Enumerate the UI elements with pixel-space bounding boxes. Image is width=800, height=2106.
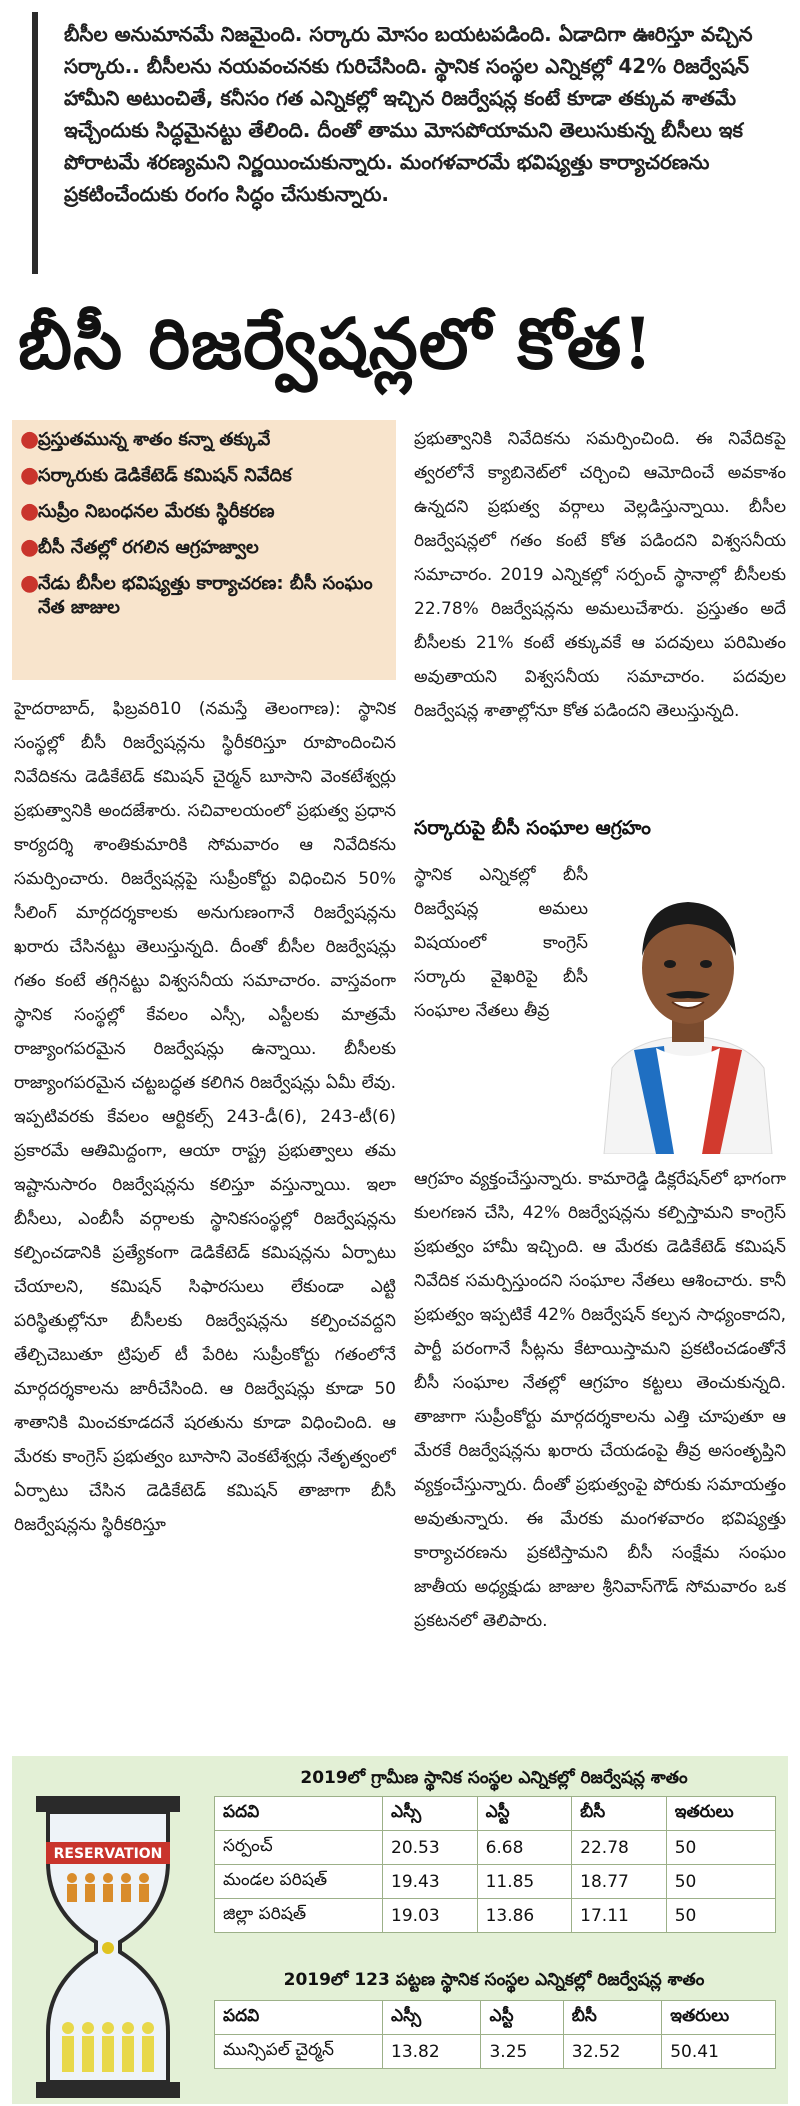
bullet-icon: ● [20, 571, 40, 596]
table-cell: 50 [666, 1831, 775, 1865]
table-cell: 50 [666, 1899, 775, 1933]
table-cell: 19.03 [383, 1899, 478, 1933]
table-cell: 3.25 [481, 2035, 563, 2069]
leader-photo [594, 868, 782, 1154]
highlight-item [20, 536, 388, 560]
urban-reservation-table [214, 2000, 776, 2069]
table-cell: మండల పరిషత్‌ [215, 1865, 383, 1899]
table-cell: జిల్లా పరిషత్‌ [215, 1899, 383, 1933]
table-cell: 19.43 [383, 1865, 478, 1899]
bullet-icon: ● [20, 463, 40, 488]
table-cell: 32.52 [563, 2035, 661, 2069]
highlights-box [12, 420, 396, 680]
highlight-text: నేడు బీసీల భవిష్యత్తు కార్యాచరణ: బీసీ సంఘం నేత జాజుల [38, 573, 373, 618]
table-header-cell: ఇతరులు [662, 2001, 776, 2035]
table-cell: మున్సిపల్‌ చైర్మన్‌ [215, 2035, 383, 2069]
table-cell: 20.53 [383, 1831, 478, 1865]
table-row [215, 1865, 776, 1899]
rural-reservation-table [214, 1796, 776, 1933]
table-cell: 13.82 [383, 2035, 481, 2069]
bullet-icon: ● [20, 499, 40, 524]
table-header-cell: పదవి [215, 1797, 383, 1831]
table-header-row [215, 1797, 776, 1831]
intro-paragraph: బీసీల అనుమానమే నిజమైంది. సర్కారు మోసం బయటపడింది. ఏడాదిగా ఊరిస్తూ వచ్చిన సర్కారు.. బీసీలను నయవంచనకు గురిచేసింది. స్థానిక సంస్థల ఎన్నికల్లో 42% రిజర్వేషన్‌ హామీని అటుంచితే, కనీసం గత ఎన్నికల్లో ఇచ్చిన రిజర్వేషన్ల కంటే కూడా తక్కువ శాతమే ఇచ్చేందుకు సిద్ధమైనట్టు తేలింది. దీంతో తాము మోసపోయామని తెలుసుకున్న బీసీలు ఇక పోరాటమే శరణ్యమని నిర్ణయించుకున్నారు. మంగళవారమే భవిష్యత్తు కార్యాచరణను ప్రకటించేందుకు రంగం సిద్ధం చేసుకున్నారు. [32, 12, 772, 274]
table1-title: 2019లో గ్రామీణ స్థానిక సంస్థల ఎన్నికల్లో రిజర్వేషన్ల శాతం [300, 1768, 688, 1788]
table-row [215, 1831, 776, 1865]
table-cell: 22.78 [572, 1831, 667, 1865]
article-body-right-top: ప్రభుత్వానికి నివేదికను సమర్పించింది. ఈ నివేదికపై త్వరలోనే క్యాబినెట్‌లో చర్చించి ఆమోదించే అవకాశం ఉన్నదని ప్రభుత్వ వర్గాలు వెల్లడిస్తున్నాయి. బీసీల రిజర్వేషన్లలో గతం కంటే కోత పడిందని విశ్వసనీయ సమాచారం. 2019 ఎన్నికల్లో సర్పంచ్‌ స్థానాల్లో బీసీలకు 22.78% రిజర్వేషన్లను అమలుచేశారు. ప్రస్తుతం అదే బీసీలకు 21% కంటే తక్కువకే ఆ పదవులు పరిమితం అవుతాయని విశ్వసనీయ సమాచారం. పదవుల రిజర్వేషన్ల శాతాల్లోనూ కోత పడిందని తెలుస్తున్నది. [414, 429, 786, 721]
table-cell: 50.41 [662, 2035, 776, 2069]
highlight-item [20, 500, 388, 524]
hourglass-graphic [28, 1792, 188, 2102]
table-row [215, 1899, 776, 1933]
table-cell: సర్పంచ్‌ [215, 1831, 383, 1865]
headline: బీసీ రిజర్వేషన్లలో కోత! [18, 302, 655, 385]
table-header-cell: బీసీ [563, 2001, 661, 2035]
table2-title: 2019లో 123 పట్టణ స్థానిక సంస్థల ఎన్నికల్లో రిజర్వేషన్ల శాతం [283, 1970, 705, 1990]
lock-icon [102, 1942, 114, 1954]
bullet-icon: ● [20, 427, 40, 452]
highlight-text: సుప్రీం నిబంధనల మేరకు స్థిరీకరణ [38, 501, 275, 522]
portrait-illustration [594, 868, 782, 1154]
subheading: సర్కారుపై బీసీ సంఘాల ఆగ్రహం [414, 817, 651, 839]
table-cell: 11.85 [477, 1865, 572, 1899]
table-header-cell: ఎస్టీ [481, 2001, 563, 2035]
highlight-text: బీసీ నేతల్లో రగలిన ఆగ్రహజ్వాల [38, 537, 259, 558]
highlight-item [20, 464, 388, 488]
table-cell: 18.77 [572, 1865, 667, 1899]
highlight-item [20, 572, 388, 620]
highlight-text: ప్రస్తుతమున్న శాతం కన్నా తక్కువే [38, 429, 271, 450]
bullet-icon: ● [20, 535, 40, 560]
highlight-text: సర్కారుకు డెడికేటెడ్‌ కమిషన్‌ నివేదిక [38, 465, 292, 486]
table-header-row [215, 2001, 776, 2035]
highlight-item [20, 428, 388, 452]
table-header-cell: ఎస్సీ [383, 1797, 478, 1831]
table-header-cell: పదవి [215, 2001, 383, 2035]
table-cell: 17.11 [572, 1899, 667, 1933]
table-cell: 50 [666, 1865, 775, 1899]
table-header-cell: బీసీ [572, 1797, 667, 1831]
reservation-label: RESERVATION [53, 1846, 163, 1862]
article-body-right-bottom: ఆగ్రహం వ్యక్తంచేస్తున్నారు. కామారెడ్డి డిక్లరేషన్‌లో భాగంగా కులగణన చేసి, 42% రిజర్వేషన్లను కల్పిస్తామని కాంగ్రెస్‌ ప్రభుత్వం హామీ ఇచ్చింది. ఆ మేరకు డెడికేటెడ్‌ కమిషన్‌ నివేదిక సమర్పిస్తుందని సంఘాల నేతలు ఆశించారు. కానీ ప్రభుత్వం ఇప్పటికే 42% రిజర్వేషన్‌ కల్పన సాధ్యంకాదని, పార్టీ పరంగానే సీట్లను కేటాయిస్తామని ప్రకటించడంతోనే బీసీ సంఘాల నేతల్లో ఆగ్రహం కట్టలు తెంచుకున్నది. తాజాగా సుప్రీంకోర్టు మార్గదర్శకాలను ఎత్తి చూపుతూ ఆ మేరకే రిజర్వేషన్లను ఖరారు చేయడంపై తీవ్ర అసంతృప్తిని వ్యక్తంచేస్తున్నారు. దీంతో ప్రభుత్వంపై పోరుకు సమాయత్తం అవుతున్నారు. ఈ మేరకు మంగళవారం భవిష్యత్తు కార్యాచరణను ప్రకటిస్తామని బీసీ సంక్షేమ సంఘం జాతీయ అధ్యక్షుడు జాజుల శ్రీనివాస్‌గౌడ్‌ సోమవారం ఒక ప్రకటనలో తెలిపారు. [414, 1169, 786, 1631]
table-cell: 13.86 [477, 1899, 572, 1933]
table-header-cell: ఎస్టీ [477, 1797, 572, 1831]
article-body-right-wrap: స్థానిక ఎన్నికల్లో బీసీ రిజర్వేషన్ల అమలు విషయంలో కాంగ్రెస్‌ సర్కారు వైఖరిపై బీసీ సంఘాల నేతలు తీవ్ర [414, 865, 588, 1021]
table-header-cell: ఇతరులు [666, 1797, 775, 1831]
article-body-left: హైదరాబాద్‌, ఫిబ్రవరి10 (నమస్తే తెలంగాణ): స్థానిక సంస్థల్లో బీసీ రిజర్వేషన్లను స్థిరీకరిస్తూ రూపొందించిన నివేదికను డెడికేటెడ్‌ కమిషన్‌ చైర్మన్‌ బూసాని వెంకటేశ్వర్లు ప్రభుత్వానికి అందజేశారు. సచివాలయంలో ప్రభుత్వ ప్రధాన కార్యదర్శి శాంతికుమారికి సోమవారం ఆ నివేదికను సమర్పించారు. రిజర్వేషన్లపై సుప్రీంకోర్టు విధించిన 50% సీలింగ్‌ మార్గదర్శకాలకు అనుగుణంగానే రిజర్వేషన్లను ఖరారు చేసినట్టు తెలుస్తున్నది. దీంతో బీసీల రిజర్వేషన్లు గతం కంటే తగ్గినట్టు విశ్వసనీయ సమాచారం. వాస్తవంగా స్థానిక సంస్థల్లో కేవలం ఎస్సీ, ఎస్టీలకు మాత్రమే రాజ్యాంగపరమైన రిజర్వేషన్లు ఉన్నాయి. బీసీలకు రాజ్యాంగపరమైన చట్టబద్ధత కలిగిన రిజర్వేషన్లు ఏమీ లేవు. ఇప్పటివరకు కేవలం ఆర్టికల్స్‌ 243-డీ(6), 243-టీ(6) ప్రకారమే ఆతిమిద్దంగా, ఆయా రాష్ట్ర ప్రభుత్వాలు తమ ఇష్టానుసారం రిజర్వేషన్లను కలిస్తూ వస్తున్నాయి. ఇలా బీసీలు, ఎంబీసీ వర్గాలకు స్థానికసంస్థల్లో రిజర్వేషన్లను కల్పించడానికి ప్రత్యేకంగా డెడికేటెడ్‌ కమిషన్లను ఏర్పాటు చేయాలని, కమిషన్‌ సిఫారసులు లేకుండా ఎట్టి పరిస్థితుల్లోనూ బీసీలకు రిజర్వేషన్లను కల్పించవద్దని తేల్చిచెబుతూ ట్రిపుల్‌ టీ పేరిట సుప్రీంకోర్టు గతంలోనే మార్గదర్శకాలను జారీచేసింది. ఆ రిజర్వేషన్లు కూడా 50 శాతానికి మించకూడదనే షరతును కూడా విధించింది. ఆ మేరకు కాంగ్రెస్‌ ప్రభుత్వం బూసాని వెంకటేశ్వర్లు నేతృత్వంలో ఏర్పాటు చేసిన డెడికేటెడ్‌ కమిషన్‌ తాజాగా బీసీ రిజర్వేషన్లను స్థిరీకరిస్తూ [14, 699, 396, 1535]
table-cell: 6.68 [477, 1831, 572, 1865]
table-row [215, 2035, 776, 2069]
table-header-cell: ఎస్సీ [383, 2001, 481, 2035]
